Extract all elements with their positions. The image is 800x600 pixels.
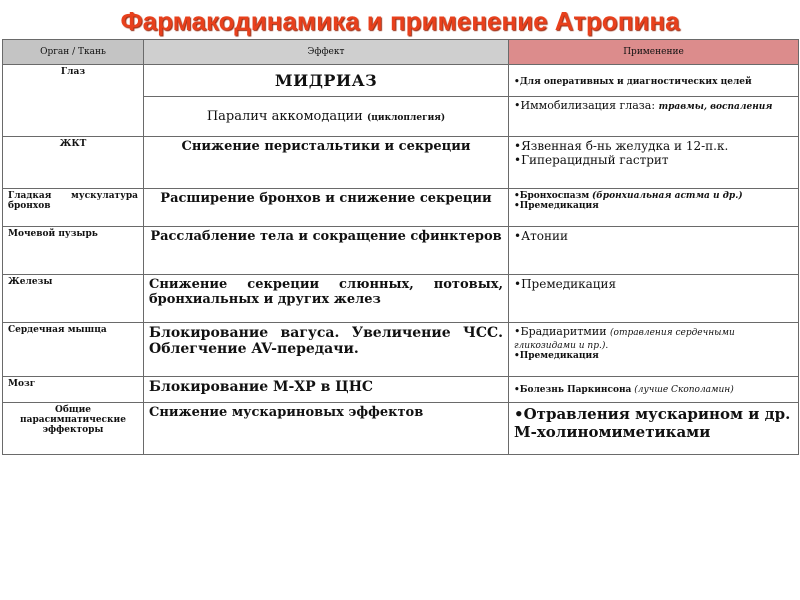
organ-cell: Гладкая мускулатура бронхов <box>3 189 144 227</box>
application-text: • Премедикация <box>514 351 793 361</box>
header-effect: Эффект <box>144 40 509 65</box>
organ-cell: ЖКТ <box>3 137 144 189</box>
organ-cell: Мозг <box>3 377 144 403</box>
effect-cell <box>144 97 509 137</box>
application-note: (бронхиальная астма и др.) <box>592 191 743 201</box>
effect-cell: Блокирование вагуса. Увеличение ЧСС. Облегчение AV-передачи. <box>144 323 509 377</box>
application-note: (отравления сердечными гликозидами и пр.). <box>514 328 735 351</box>
effect-cell: Блокирование М-ХР в ЦНС <box>144 377 509 403</box>
table-row <box>3 377 799 403</box>
effect-cell: МИДРИАЗ <box>144 65 509 97</box>
effect-text: Паралич аккомодации <box>206 109 363 124</box>
application-cell <box>509 189 799 227</box>
page-title: Фармакодинамика и применение Атропина <box>120 6 680 36</box>
application-text: • Бронхоспазм <box>514 191 589 201</box>
application-cell <box>509 137 799 189</box>
effect-cell: Расслабление тела и сокращение сфинктеров <box>144 227 509 275</box>
table-row <box>3 323 799 377</box>
application-note: травмы, воспаления <box>658 102 773 112</box>
table-row <box>3 65 799 97</box>
header-organ: Орган / Ткань <box>3 40 144 65</box>
application-text: • Премедикация <box>514 201 793 211</box>
table-row <box>3 189 799 227</box>
effect-note: (циклоплегия) <box>366 113 446 123</box>
application-cell <box>509 275 799 323</box>
organ-cell: Глаз <box>3 65 144 137</box>
header-application: Применение <box>509 40 799 65</box>
application-text: • Для оперативных и диагностических целей <box>514 77 752 87</box>
atropine-table <box>2 39 799 455</box>
application-cell <box>509 97 799 137</box>
application-cell <box>509 227 799 275</box>
organ-cell: Сердечная мышца <box>3 323 144 377</box>
organ-cell: Мочевой пузырь <box>3 227 144 275</box>
application-text: • Болезнь Паркинсона <box>514 385 631 395</box>
table-row <box>3 227 799 275</box>
effect-cell: Снижение мускариновых эффектов <box>144 403 509 455</box>
application-text: • Брадиаритмии <box>514 325 607 338</box>
application-note: (лучше Скополамин) <box>634 384 734 395</box>
table-row <box>3 403 799 455</box>
application-text: • Премедикация <box>514 277 616 291</box>
effect-cell: Расширение бронхов и снижение секреции <box>144 189 509 227</box>
application-text: • Атонии <box>514 229 568 243</box>
application-item: • Гиперацидный гастрит <box>514 153 793 167</box>
application-cell <box>509 403 799 455</box>
application-text: • Иммобилизация глаза: <box>514 99 655 112</box>
table-row <box>3 137 799 189</box>
effect-cell: Снижение перистальтики и секреции <box>144 137 509 189</box>
application-cell <box>509 323 799 377</box>
table-row <box>3 275 799 323</box>
effect-cell: Снижение секреции слюнных, потовых, бронхиальных и других желез <box>144 275 509 323</box>
application-cell <box>509 65 799 97</box>
application-item: • Язвенная б-нь желудка и 12-п.к. <box>514 139 793 153</box>
organ-cell: Общие парасимпатические эффекторы <box>3 403 144 455</box>
application-text: • Отравления мускарином и др. М-холиномиметиками <box>514 405 790 441</box>
application-cell <box>509 377 799 403</box>
table-header-row <box>3 40 799 65</box>
organ-cell: Железы <box>3 275 144 323</box>
